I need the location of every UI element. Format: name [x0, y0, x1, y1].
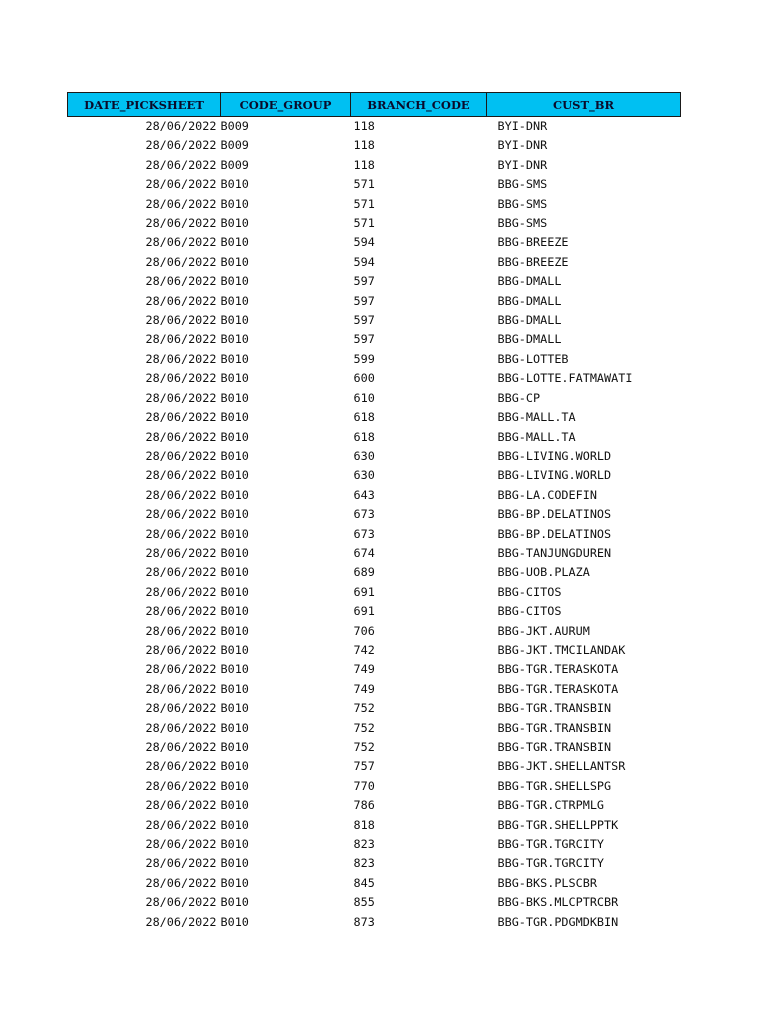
table-row — [68, 117, 681, 137]
picksheet-table-container — [67, 92, 680, 932]
header-row — [68, 93, 681, 117]
cell-branch-code: 845 — [353, 875, 375, 890]
cell-branch-code: 118 — [353, 138, 375, 153]
cell-branch-code: 691 — [353, 584, 375, 599]
table-row — [68, 175, 681, 194]
cell-branch-code: 630 — [353, 468, 375, 483]
table-row — [68, 156, 681, 175]
table-row — [68, 136, 681, 155]
cell-code-group: B010 — [220, 740, 249, 754]
table-row — [68, 641, 681, 660]
cell-code-group: B010 — [220, 507, 249, 522]
cell-code-group: B010 — [220, 371, 249, 386]
cell-cust-br: BBG-LOTTE.FATMAWATI — [497, 371, 633, 386]
cell-code-group: B010 — [220, 468, 249, 483]
cell-cust-br: BBG-SMS — [497, 196, 548, 211]
cell-code-group: B010 — [220, 410, 249, 425]
cell-code-group: B009 — [220, 138, 249, 153]
cell-date-picksheet: 28/06/2022 — [145, 565, 217, 580]
cell-cust-br: BBG-CP — [497, 390, 541, 405]
cell-cust-br: BYI-DNR — [497, 157, 548, 172]
cell-cust-br: BBG-LA.CODEFIN — [497, 487, 597, 502]
cell-branch-code: 599 — [353, 351, 375, 366]
cell-date-picksheet: 28/06/2022 — [145, 177, 217, 192]
cell-date-picksheet: 28/06/2022 — [145, 274, 217, 289]
table-row — [68, 602, 681, 621]
cell-cust-br: BBG-BP.DELATINOS — [497, 526, 612, 541]
cell-date-picksheet: 28/06/2022 — [145, 157, 217, 172]
cell-date-picksheet: 28/06/2022 — [145, 468, 217, 483]
table-row — [68, 660, 681, 679]
cell-cust-br: BBG-BP.DELATINOS — [497, 507, 612, 522]
cell-branch-code: 618 — [353, 429, 375, 444]
cell-branch-code: 600 — [353, 371, 375, 386]
cell-cust-br: BBG-DMALL — [497, 332, 562, 347]
table-row — [68, 757, 681, 776]
cell-cust-br: BBG-TGR.SHELLPPTK — [497, 817, 619, 832]
cell-date-picksheet: 28/06/2022 — [145, 778, 217, 793]
cell-branch-code: 597 — [353, 274, 375, 289]
cell-code-group: B010 — [220, 662, 249, 677]
cell-code-group: B010 — [220, 817, 249, 832]
cell-date-picksheet: 28/06/2022 — [145, 740, 217, 754]
cell-code-group: B010 — [220, 390, 249, 405]
cell-date-picksheet: 28/06/2022 — [145, 642, 217, 657]
cell-branch-code: 742 — [353, 642, 375, 657]
table-row — [68, 893, 681, 912]
cell-date-picksheet: 28/06/2022 — [145, 856, 217, 871]
table-row — [68, 408, 681, 427]
cell-code-group: B010 — [220, 798, 249, 813]
cell-cust-br: BBG-JKT.SHELLANTSR — [497, 759, 626, 774]
cell-branch-code: 770 — [353, 778, 375, 793]
cell-code-group: B010 — [220, 196, 249, 211]
cell-cust-br: BBG-DMALL — [497, 293, 562, 308]
cell-code-group: B010 — [220, 856, 249, 871]
cell-branch-code: 571 — [353, 177, 375, 192]
cell-branch-code: 691 — [353, 604, 375, 619]
table-row — [68, 505, 681, 524]
cell-cust-br: BBG-BREEZE — [497, 235, 569, 250]
table-row — [68, 913, 681, 932]
cell-branch-code: 597 — [353, 293, 375, 308]
cell-code-group: B010 — [220, 584, 249, 599]
cell-date-picksheet: 28/06/2022 — [145, 254, 217, 269]
cell-date-picksheet: 28/06/2022 — [145, 914, 217, 929]
cell-cust-br: BBG-BREEZE — [497, 254, 569, 269]
table-row — [68, 544, 681, 563]
cell-cust-br: BBG-SMS — [497, 216, 548, 231]
table-row — [68, 253, 681, 272]
cell-cust-br: BBG-LIVING.WORLD — [497, 448, 612, 463]
cell-code-group: B010 — [220, 313, 249, 328]
cell-date-picksheet: 28/06/2022 — [145, 293, 217, 308]
cell-cust-br: BBG-BKS.MLCPTRCBR — [497, 895, 619, 910]
cell-date-picksheet: 28/06/2022 — [145, 507, 217, 522]
cell-code-group: B009 — [220, 157, 249, 172]
cell-branch-code: 597 — [353, 313, 375, 328]
cell-code-group: B010 — [220, 642, 249, 657]
cell-date-picksheet: 28/06/2022 — [145, 837, 217, 852]
cell-cust-br: BBG-MALL.TA — [497, 429, 576, 444]
cell-branch-code: 752 — [353, 740, 375, 754]
table-row — [68, 835, 681, 854]
cell-branch-code: 752 — [353, 701, 375, 716]
cell-branch-code: 818 — [353, 817, 375, 832]
cell-branch-code: 752 — [353, 720, 375, 735]
table-row — [68, 777, 681, 796]
cell-code-group: B010 — [220, 778, 249, 793]
cell-branch-code: 594 — [353, 235, 375, 250]
cell-cust-br: BBG-DMALL — [497, 274, 562, 289]
cell-cust-br: BBG-TGR.TRANSBIN — [497, 720, 612, 735]
cell-cust-br: BBG-TGR.TERASKOTA — [497, 662, 619, 677]
cell-branch-code: 571 — [353, 216, 375, 231]
cell-code-group: B010 — [220, 545, 249, 560]
cell-date-picksheet: 28/06/2022 — [145, 216, 217, 231]
cell-code-group: B010 — [220, 216, 249, 231]
cell-branch-code: 855 — [353, 895, 375, 910]
picksheet-table — [67, 92, 681, 932]
cell-code-group: B010 — [220, 914, 249, 929]
cell-date-picksheet: 28/06/2022 — [145, 351, 217, 366]
table-row — [68, 622, 681, 641]
table-row — [68, 854, 681, 873]
cell-date-picksheet: 28/06/2022 — [145, 332, 217, 347]
table-row — [68, 466, 681, 485]
header-code-group: CODE_GROUP — [221, 93, 351, 117]
cell-cust-br: BBG-SMS — [497, 177, 548, 192]
cell-branch-code: 749 — [353, 681, 375, 696]
table-row — [68, 350, 681, 369]
cell-cust-br: BBG-CITOS — [497, 604, 562, 619]
cell-branch-code: 823 — [353, 837, 375, 852]
cell-code-group: B010 — [220, 526, 249, 541]
header-branch-code: BRANCH_CODE — [351, 93, 487, 117]
cell-code-group: B010 — [220, 332, 249, 347]
cell-branch-code: 689 — [353, 565, 375, 580]
cell-code-group: B009 — [220, 119, 249, 133]
cell-date-picksheet: 28/06/2022 — [145, 448, 217, 463]
cell-date-picksheet: 28/06/2022 — [145, 701, 217, 716]
table-row — [68, 563, 681, 582]
table-row — [68, 874, 681, 893]
cell-code-group: B010 — [220, 565, 249, 580]
cell-cust-br: BBG-JKT.TMCILANDAK — [497, 642, 626, 657]
table-row — [68, 272, 681, 291]
table-row — [68, 680, 681, 699]
cell-date-picksheet: 28/06/2022 — [145, 526, 217, 541]
table-row — [68, 796, 681, 815]
cell-cust-br: BYI-DNR — [497, 138, 548, 153]
cell-cust-br: BBG-TGR.TRANSBIN — [497, 701, 612, 716]
table-row — [68, 583, 681, 602]
table-row — [68, 292, 681, 311]
cell-branch-code: 673 — [353, 526, 375, 541]
table-row — [68, 486, 681, 505]
cell-cust-br: BBG-TANJUNGDUREN — [497, 545, 612, 560]
cell-date-picksheet: 28/06/2022 — [145, 759, 217, 774]
cell-date-picksheet: 28/06/2022 — [145, 875, 217, 890]
cell-cust-br: BBG-TGR.PDGMDKBIN — [497, 914, 619, 929]
cell-code-group: B010 — [220, 759, 249, 774]
header-cust-br: CUST_BR — [487, 93, 681, 117]
table-row — [68, 330, 681, 349]
cell-cust-br: BBG-CITOS — [497, 584, 562, 599]
table-row — [68, 369, 681, 388]
cell-date-picksheet: 28/06/2022 — [145, 817, 217, 832]
cell-date-picksheet: 28/06/2022 — [145, 720, 217, 735]
cell-code-group: B010 — [220, 875, 249, 890]
cell-date-picksheet: 28/06/2022 — [145, 487, 217, 502]
cell-date-picksheet: 28/06/2022 — [145, 196, 217, 211]
cell-branch-code: 630 — [353, 448, 375, 463]
cell-cust-br: BBG-TGR.SHELLSPG — [497, 778, 612, 793]
cell-cust-br: BBG-TGR.CTRPMLG — [497, 798, 605, 813]
cell-branch-code: 674 — [353, 545, 375, 560]
cell-date-picksheet: 28/06/2022 — [145, 235, 217, 250]
cell-code-group: B010 — [220, 177, 249, 192]
cell-branch-code: 118 — [353, 157, 375, 172]
cell-cust-br: BYI-DNR — [497, 119, 548, 133]
cell-branch-code: 571 — [353, 196, 375, 211]
cell-branch-code: 643 — [353, 487, 375, 502]
cell-cust-br: BBG-DMALL — [497, 313, 562, 328]
cell-branch-code: 673 — [353, 507, 375, 522]
table-row — [68, 195, 681, 214]
cell-cust-br: BBG-TGR.TERASKOTA — [497, 681, 619, 696]
cell-date-picksheet: 28/06/2022 — [145, 604, 217, 619]
header-date-picksheet: DATE_PICKSHEET — [68, 93, 221, 117]
cell-code-group: B010 — [220, 720, 249, 735]
cell-date-picksheet: 28/06/2022 — [145, 623, 217, 638]
cell-branch-code: 757 — [353, 759, 375, 774]
cell-cust-br: BBG-LIVING.WORLD — [497, 468, 612, 483]
cell-code-group: B010 — [220, 254, 249, 269]
table-body — [68, 117, 681, 933]
cell-cust-br: BBG-BKS.PLSCBR — [497, 875, 597, 890]
cell-date-picksheet: 28/06/2022 — [145, 545, 217, 560]
table-row — [68, 233, 681, 252]
cell-code-group: B010 — [220, 293, 249, 308]
table-row — [68, 214, 681, 233]
cell-cust-br: BBG-TGR.TGRCITY — [497, 837, 605, 852]
cell-code-group: B010 — [220, 681, 249, 696]
cell-date-picksheet: 28/06/2022 — [145, 119, 217, 133]
cell-code-group: B010 — [220, 604, 249, 619]
cell-date-picksheet: 28/06/2022 — [145, 584, 217, 599]
cell-date-picksheet: 28/06/2022 — [145, 662, 217, 677]
table-row — [68, 699, 681, 718]
cell-code-group: B010 — [220, 701, 249, 716]
cell-code-group: B010 — [220, 837, 249, 852]
cell-code-group: B010 — [220, 487, 249, 502]
table-header — [68, 93, 681, 117]
cell-branch-code: 594 — [353, 254, 375, 269]
cell-branch-code: 749 — [353, 662, 375, 677]
cell-code-group: B010 — [220, 351, 249, 366]
table-row — [68, 447, 681, 466]
cell-code-group: B010 — [220, 895, 249, 910]
cell-branch-code: 873 — [353, 914, 375, 929]
cell-date-picksheet: 28/06/2022 — [145, 138, 217, 153]
cell-date-picksheet: 28/06/2022 — [145, 895, 217, 910]
cell-code-group: B010 — [220, 429, 249, 444]
cell-branch-code: 610 — [353, 390, 375, 405]
cell-cust-br: BBG-JKT.AURUM — [497, 623, 590, 638]
cell-code-group: B010 — [220, 274, 249, 289]
cell-date-picksheet: 28/06/2022 — [145, 390, 217, 405]
cell-cust-br: BBG-TGR.TRANSBIN — [497, 740, 612, 754]
table-row — [68, 719, 681, 738]
cell-branch-code: 618 — [353, 410, 375, 425]
table-row — [68, 311, 681, 330]
cell-branch-code: 597 — [353, 332, 375, 347]
table-row — [68, 389, 681, 408]
table-row — [68, 525, 681, 544]
cell-code-group: B010 — [220, 235, 249, 250]
table-row — [68, 428, 681, 447]
cell-branch-code: 706 — [353, 623, 375, 638]
table-row — [68, 816, 681, 835]
cell-cust-br: BBG-TGR.TGRCITY — [497, 856, 605, 871]
cell-date-picksheet: 28/06/2022 — [145, 798, 217, 813]
cell-date-picksheet: 28/06/2022 — [145, 681, 217, 696]
cell-code-group: B010 — [220, 448, 249, 463]
cell-cust-br: BBG-LOTTEB — [497, 351, 569, 366]
cell-date-picksheet: 28/06/2022 — [145, 313, 217, 328]
cell-date-picksheet: 28/06/2022 — [145, 410, 217, 425]
cell-code-group: B010 — [220, 623, 249, 638]
cell-branch-code: 118 — [353, 119, 375, 133]
cell-cust-br: BBG-UOB.PLAZA — [497, 565, 590, 580]
cell-branch-code: 786 — [353, 798, 375, 813]
cell-date-picksheet: 28/06/2022 — [145, 371, 217, 386]
cell-branch-code: 823 — [353, 856, 375, 871]
cell-cust-br: BBG-MALL.TA — [497, 410, 576, 425]
cell-date-picksheet: 28/06/2022 — [145, 429, 217, 444]
table-row — [68, 738, 681, 757]
